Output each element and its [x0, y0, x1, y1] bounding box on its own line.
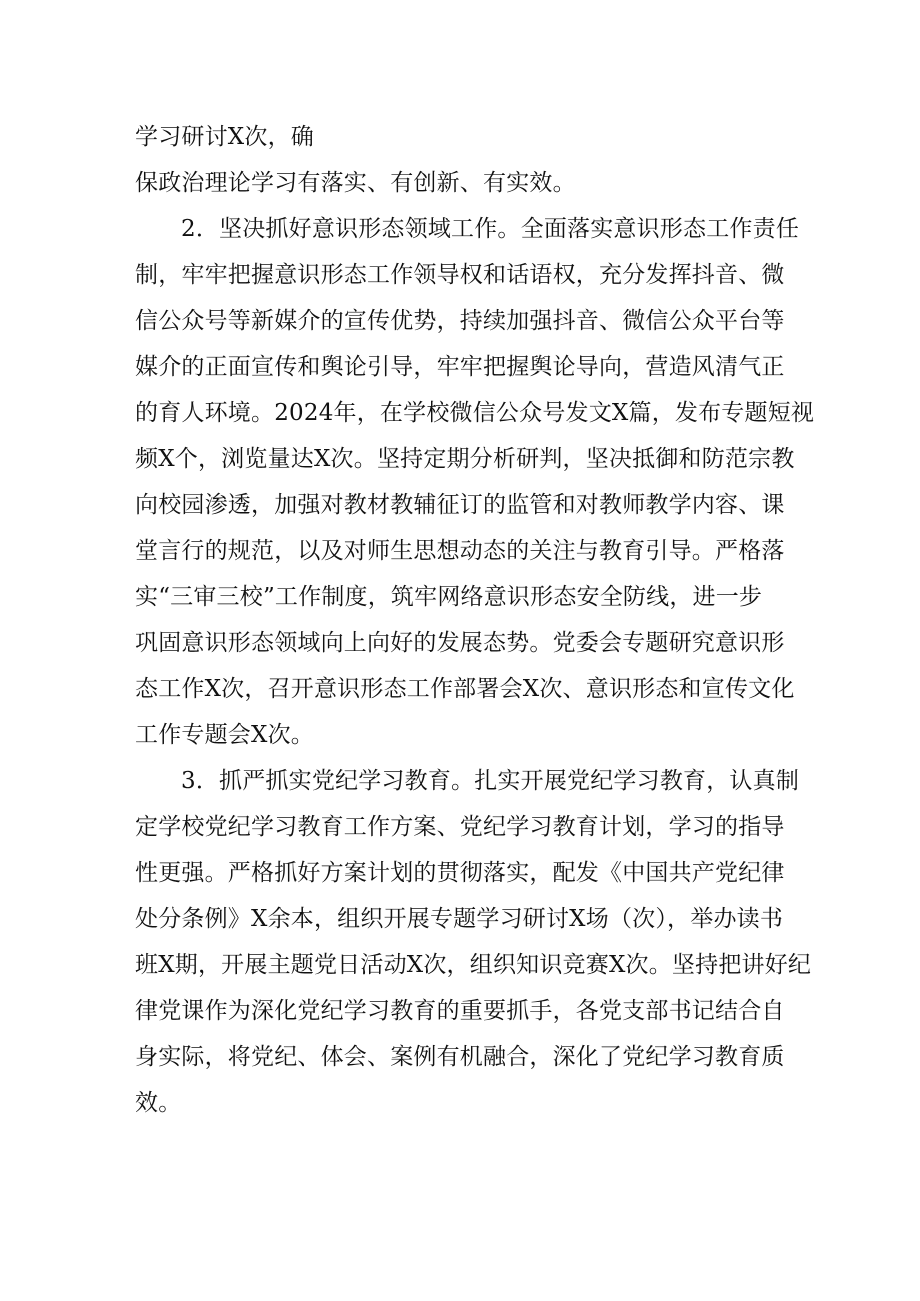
document-body: [135, 114, 815, 1126]
text-line-4: 制，牢牢把握意识形态工作领导权和话语权，充分发挥抖音、微: [135, 262, 785, 288]
text-line-8: 频X个，浏览量达X次。坚持定期分析研判，坚决抵御和防范宗教: [135, 446, 795, 472]
text-line-5: 信公众号等新媒介的宣传优势，持续加强抖音、微信公众平台等: [135, 308, 785, 334]
text-line-11: 实“三审三校”工作制度，筑牢网络意识形态安全防线，进一步: [135, 584, 763, 610]
text-line-10: 堂言行的规范，以及对师生思想动态的关注与教育引导。严格落: [135, 538, 785, 564]
text-line-13: 态工作X次，召开意识形态工作部署会X次、意识形态和宣传文化: [135, 676, 795, 702]
text-line-14: 工作专题会X次。: [135, 722, 314, 748]
text-line-6: 媒介的正面宣传和舆论引导，牢牢把握舆论导向，营造风清气正: [135, 354, 785, 380]
text-line-1: 学习研讨X次，确: [135, 124, 314, 150]
text-line-7: 的育人环境。2024年，在学校微信公众号发文X篇，发布专题短视: [135, 400, 815, 426]
text-line-19: 班X期，开展主题党日活动X次，组织知识竞赛X次。坚持把讲好纪: [135, 952, 812, 978]
text-line-17: 性更强。严格抓好方案计划的贯彻落实，配发《中国共产党纪律: [135, 860, 785, 886]
text-line-12: 巩固意识形态领域向上向好的发展态势。党委会专题研究意识形: [135, 630, 785, 656]
text-line-9: 向校园渗透，加强对教材教辅征订的监管和对教师教学内容、课: [135, 492, 785, 518]
text-line-16: 定学校党纪学习教育工作方案、党纪学习教育计划，学习的指导: [135, 814, 785, 840]
text-line-20: 律党课作为深化党纪学习教育的重要抓手，各党支部书记结合自: [135, 998, 785, 1024]
text-line-22: 效。: [135, 1090, 182, 1116]
text-line-18: 处分条例》X余本，组织开展专题学习研讨X场（次），举办读书: [135, 906, 784, 932]
text-line-2: 保政治理论学习有落实、有创新、有实效。: [135, 170, 576, 196]
paragraph-2-first-line: 2．坚决抓好意识形态领域工作。全面落实意识形态工作责任: [181, 216, 800, 242]
text-line-21: 身实际，将党纪、体会、案例有机融合，深化了党纪学习教育质: [135, 1044, 785, 1070]
paragraph-3-first-line: 3．抓严抓实党纪学习教育。扎实开展党纪学习教育，认真制: [181, 768, 800, 794]
